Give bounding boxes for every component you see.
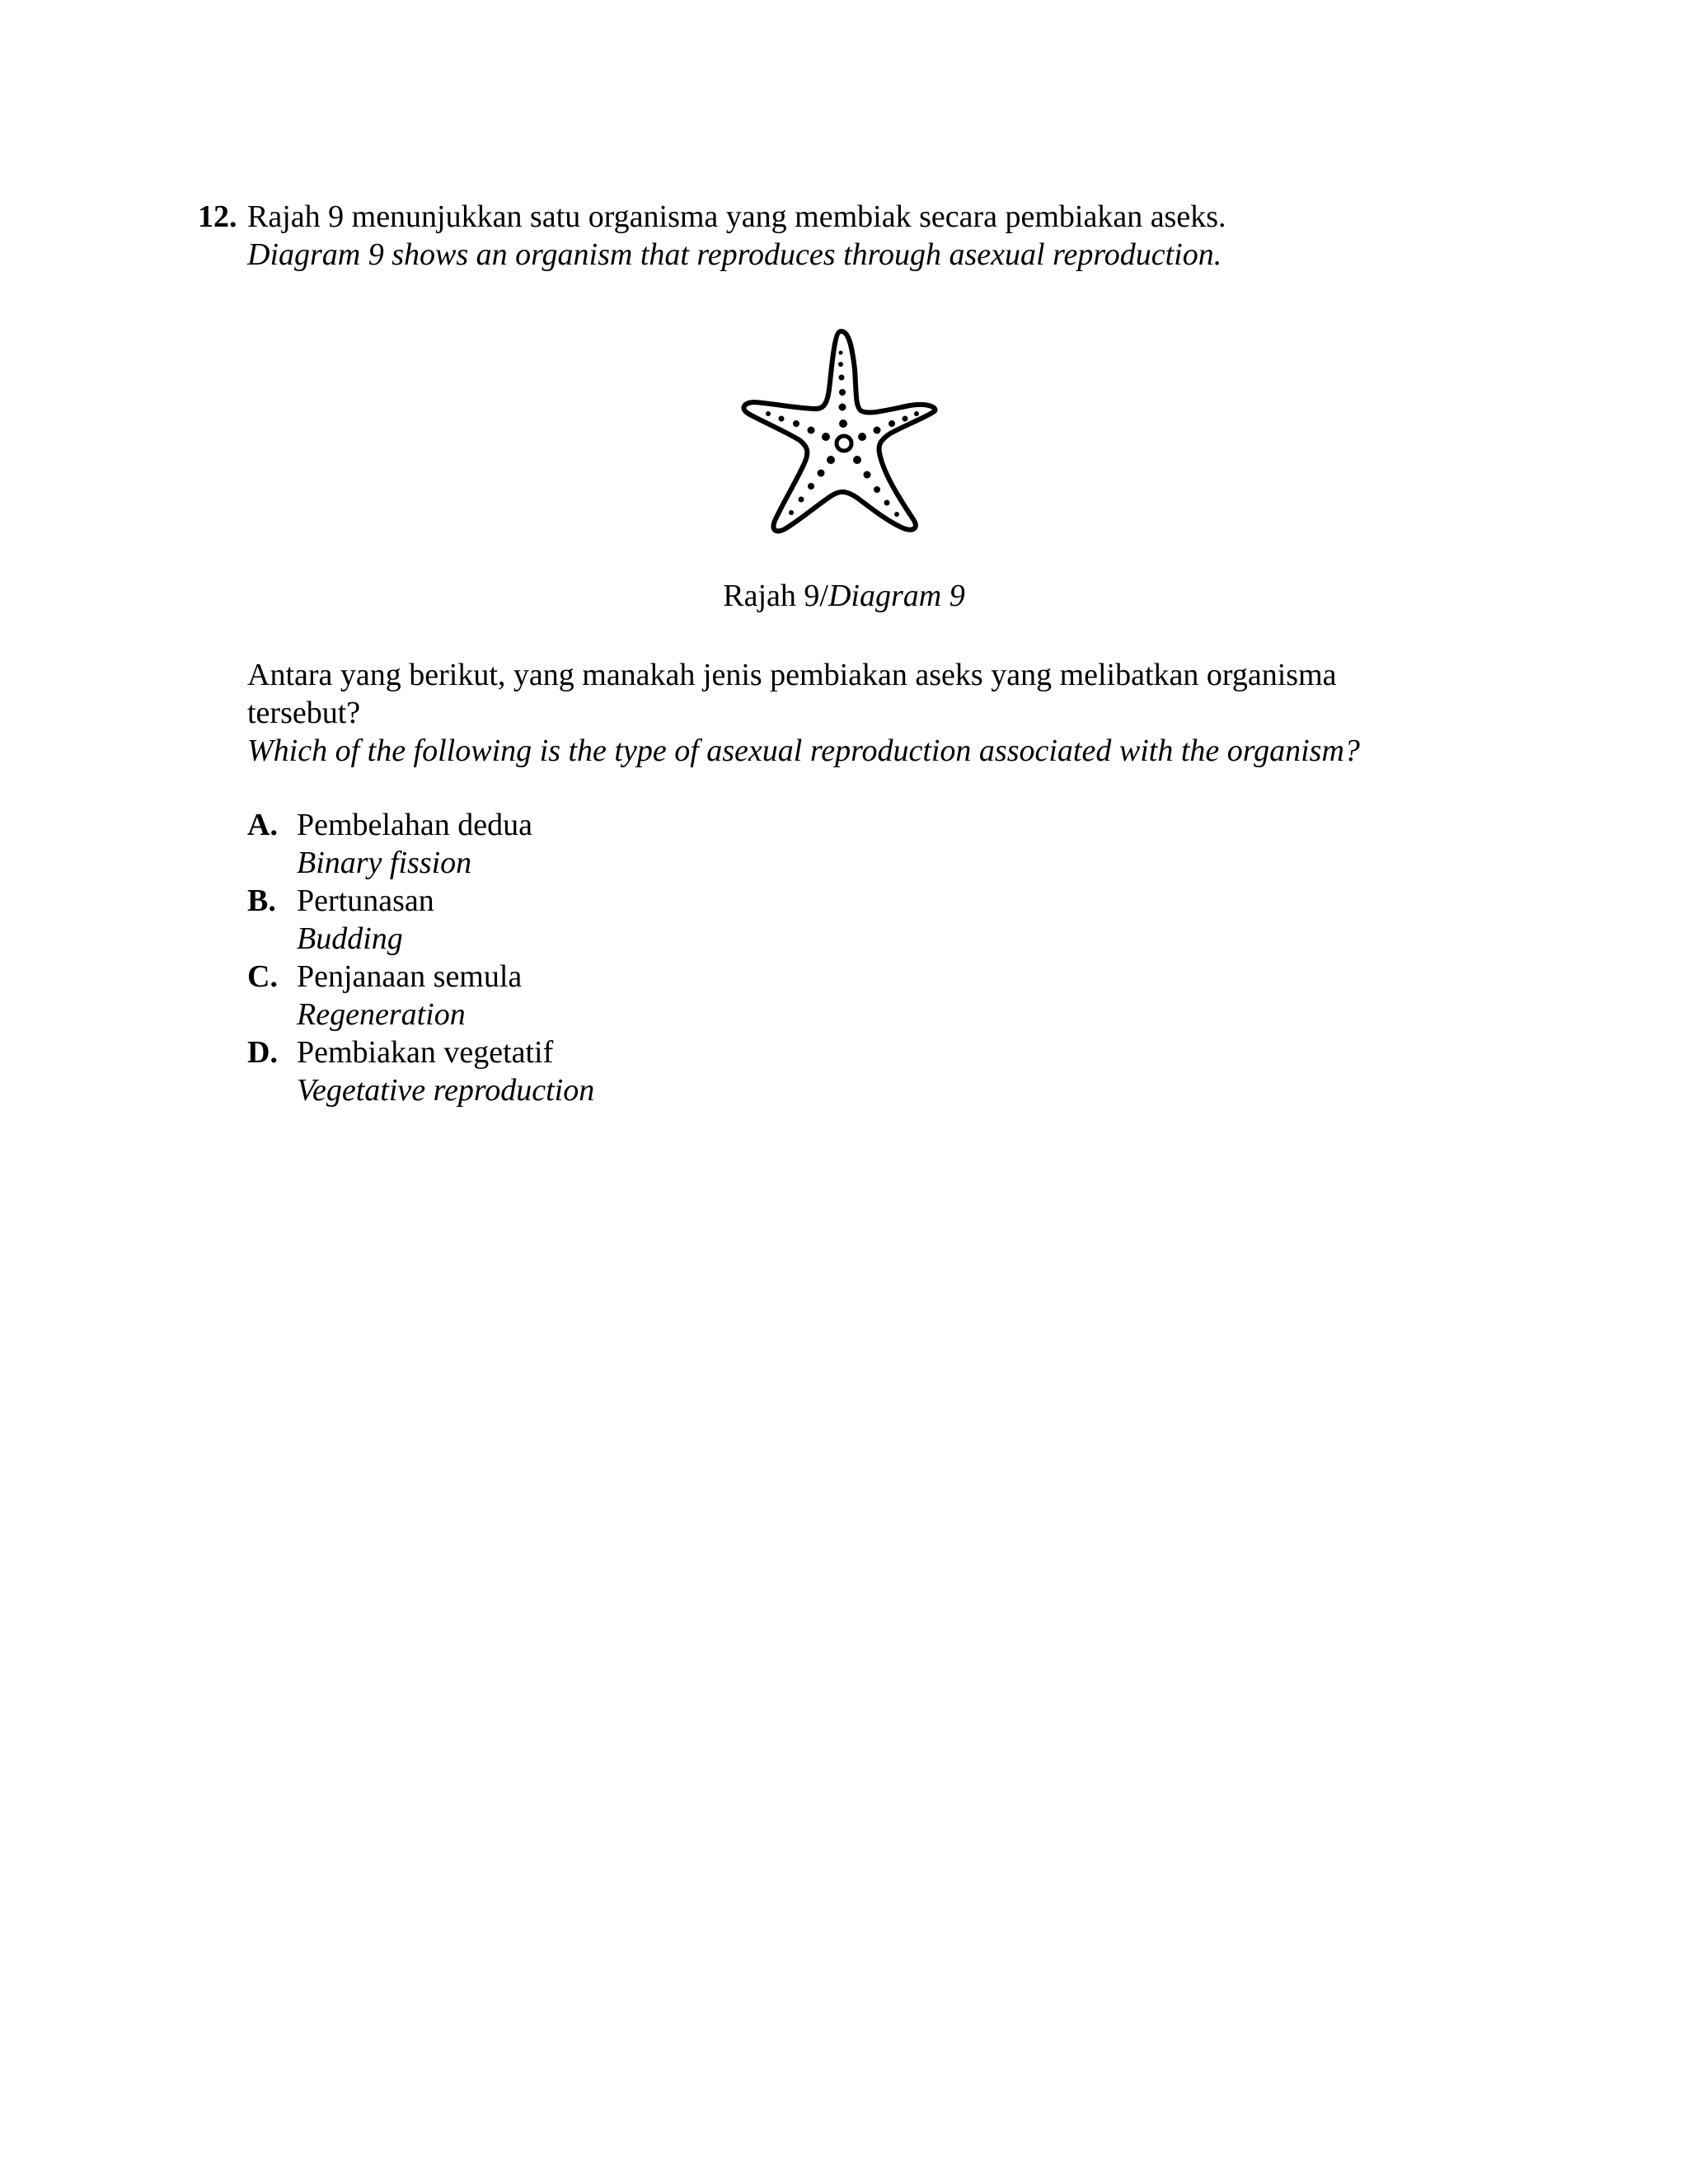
option-a-english[interactable]: Binary fission	[297, 846, 472, 880]
option-c-english[interactable]: Regeneration	[297, 997, 466, 1032]
option-b-english[interactable]: Budding	[297, 921, 403, 956]
prompt-malay-line2: tersebut?	[247, 696, 361, 730]
option-c-malay[interactable]: Penjanaan semula	[297, 959, 523, 994]
option-a-letter[interactable]: A.	[247, 808, 278, 842]
question-stem-english: Diagram 9 shows an organism that reproduces through asexual reproduction.	[247, 237, 1222, 272]
option-b-malay[interactable]: Pertunasan	[297, 883, 434, 918]
prompt-malay-line1: Antara yang berikut, yang manakah jenis pembiakan aseks yang melibatkan organisma	[247, 658, 1337, 692]
figure-caption-english: Diagram 9	[828, 579, 965, 613]
option-d-english[interactable]: Vegetative reproduction	[297, 1073, 595, 1108]
option-a-malay[interactable]: Pembelahan dedua	[297, 808, 532, 842]
option-c-letter[interactable]: C.	[247, 959, 278, 994]
starfish-icon	[725, 323, 956, 541]
question-stem-malay: Rajah 9 menunjukkan satu organisma yang membiak secara pembiakan aseks.	[247, 199, 1226, 234]
figure-caption-malay: Rajah 9/	[723, 579, 828, 613]
option-b-letter[interactable]: B.	[247, 883, 276, 918]
prompt-english: Which of the following is the type of asexual reproduction associated with the organism?	[247, 733, 1360, 768]
option-d-malay[interactable]: Pembiakan vegetatif	[297, 1035, 554, 1070]
option-d-letter[interactable]: D.	[247, 1035, 278, 1070]
question-number: 12.	[198, 199, 237, 234]
figure-caption	[0, 577, 1688, 615]
